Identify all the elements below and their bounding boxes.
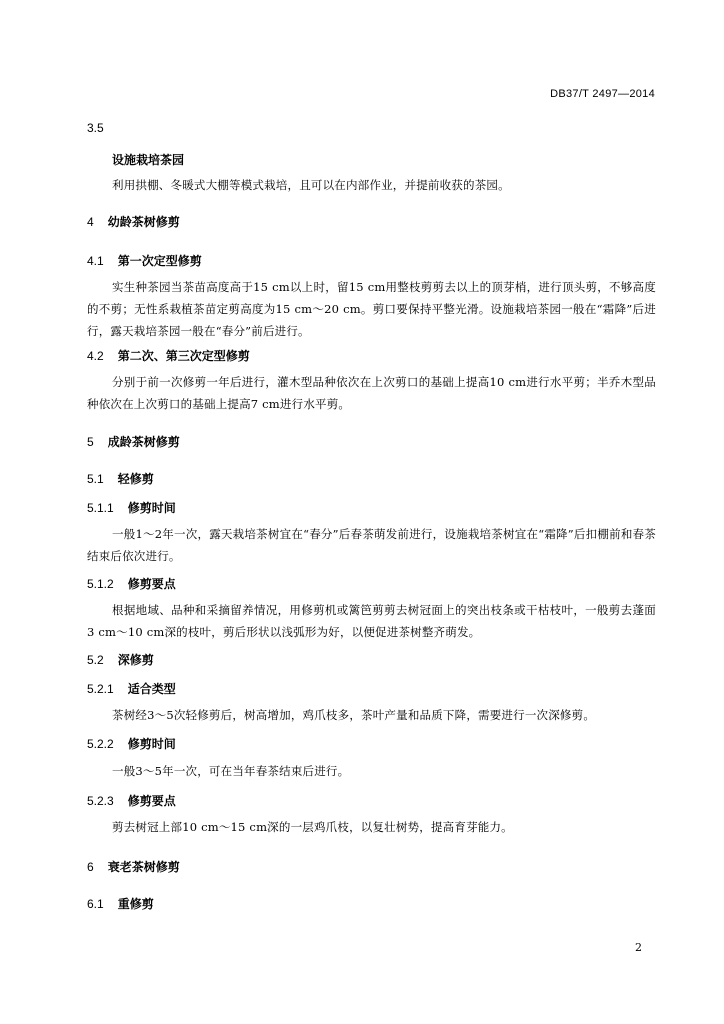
section-number: 6.1 <box>87 897 104 911</box>
section-number: 5 <box>87 435 94 449</box>
section-6-heading <box>87 858 180 875</box>
section-5-1-2-text: 根据地域、品种和采摘留养情况，用修剪机或篱笆剪剪去树冠面上的突出枝条或干枯枝叶，一般剪去蓬面3 cm～10 cm深的枝叶，剪后形状以浅弧形为好，以便促进茶树整齐萌发。 <box>87 603 656 639</box>
section-title: 修剪时间 <box>127 501 176 515</box>
section-title: 成龄茶树修剪 <box>107 435 180 449</box>
section-number: 5.2.2 <box>87 737 114 751</box>
section-5-2-3-heading <box>87 792 176 809</box>
section-5-2-heading <box>87 651 154 668</box>
section-5-heading <box>87 433 180 450</box>
section-title: 轻修剪 <box>117 472 154 486</box>
page-number: 2 <box>635 941 642 954</box>
section-5-2-1-heading <box>87 680 176 697</box>
section-title: 深修剪 <box>117 653 154 667</box>
section-4-1-text: 实生种茶园当茶苗高度高于15 cm以上时，留15 cm用整枝剪剪去以上的顶芽梢，进行顶头剪，不够高度的不剪；无性系栽植茶苗定剪高度为15 cm～20 cm。剪口要保持平整光滑。设施栽培茶园一般在“霜降”后进行，露天栽培茶园一般在“春分”前后进行。 <box>87 280 656 338</box>
section-number: 6 <box>87 860 94 874</box>
section-3-5-heading <box>87 121 118 135</box>
section-5-2-2-text: 一般3～5年一次，可在当年春茶结束后进行。 <box>112 764 350 778</box>
section-title: 修剪时间 <box>127 737 176 751</box>
section-number: 5.1.1 <box>87 501 114 515</box>
section-4-2-text: 分别于前一次修剪一年后进行，灌木型品种依次在上次剪口的基础上提高10 cm进行水平剪；半乔木型品种依次在上次剪口的基础上提高7 cm进行水平剪。 <box>87 375 656 411</box>
section-title: 修剪要点 <box>127 794 176 808</box>
section-6-1-heading <box>87 895 154 912</box>
section-title: 适合类型 <box>127 682 176 696</box>
section-number: 5.2.3 <box>87 794 114 808</box>
section-title: 第二次、第三次定型修剪 <box>117 349 250 363</box>
section-number: 5.2.1 <box>87 682 114 696</box>
section-number: 5.2 <box>87 653 104 667</box>
section-number: 4.1 <box>87 254 104 268</box>
section-4-2-heading <box>87 347 250 364</box>
section-5-2-2-heading <box>87 735 176 752</box>
section-number: 4.2 <box>87 349 104 363</box>
section-number: 5.1.2 <box>87 577 114 591</box>
section-4-1-heading <box>87 252 202 269</box>
section-5-1-1-heading <box>87 499 176 516</box>
section-title: 修剪要点 <box>127 577 176 591</box>
section-5-1-2-heading <box>87 575 176 592</box>
term-definition: 利用拱棚、冬暖式大棚等模式栽培，且可以在内部作业，并提前收获的茶园。 <box>112 178 510 192</box>
section-title: 重修剪 <box>117 897 154 911</box>
standard-code: DB37/T 2497—2014 <box>550 88 655 100</box>
section-title: 衰老茶树修剪 <box>107 860 180 874</box>
section-number: 4 <box>87 215 94 229</box>
section-number: 3.5 <box>87 121 104 135</box>
section-4-heading <box>87 213 180 230</box>
section-5-1-heading <box>87 470 154 487</box>
section-number: 5.1 <box>87 472 104 486</box>
term-facility-tea-garden: 设施栽培茶园 <box>112 153 185 167</box>
section-5-1-1-text: 一般1～2年一次，露天栽培茶树宜在“春分”后春茶萌发前进行，设施栽培茶树宜在“霜降”后扣棚前和春茶结束后依次进行。 <box>87 527 656 563</box>
section-5-2-1-text: 茶树经3～5次轻修剪后，树高增加，鸡爪枝多，茶叶产量和品质下降，需要进行一次深修剪。 <box>112 708 596 722</box>
section-title: 第一次定型修剪 <box>117 254 202 268</box>
section-title: 幼龄茶树修剪 <box>107 215 180 229</box>
section-5-2-3-text: 剪去树冠上部10 cm～15 cm深的一层鸡爪枝，以复壮树势，提高育芽能力。 <box>112 820 513 834</box>
